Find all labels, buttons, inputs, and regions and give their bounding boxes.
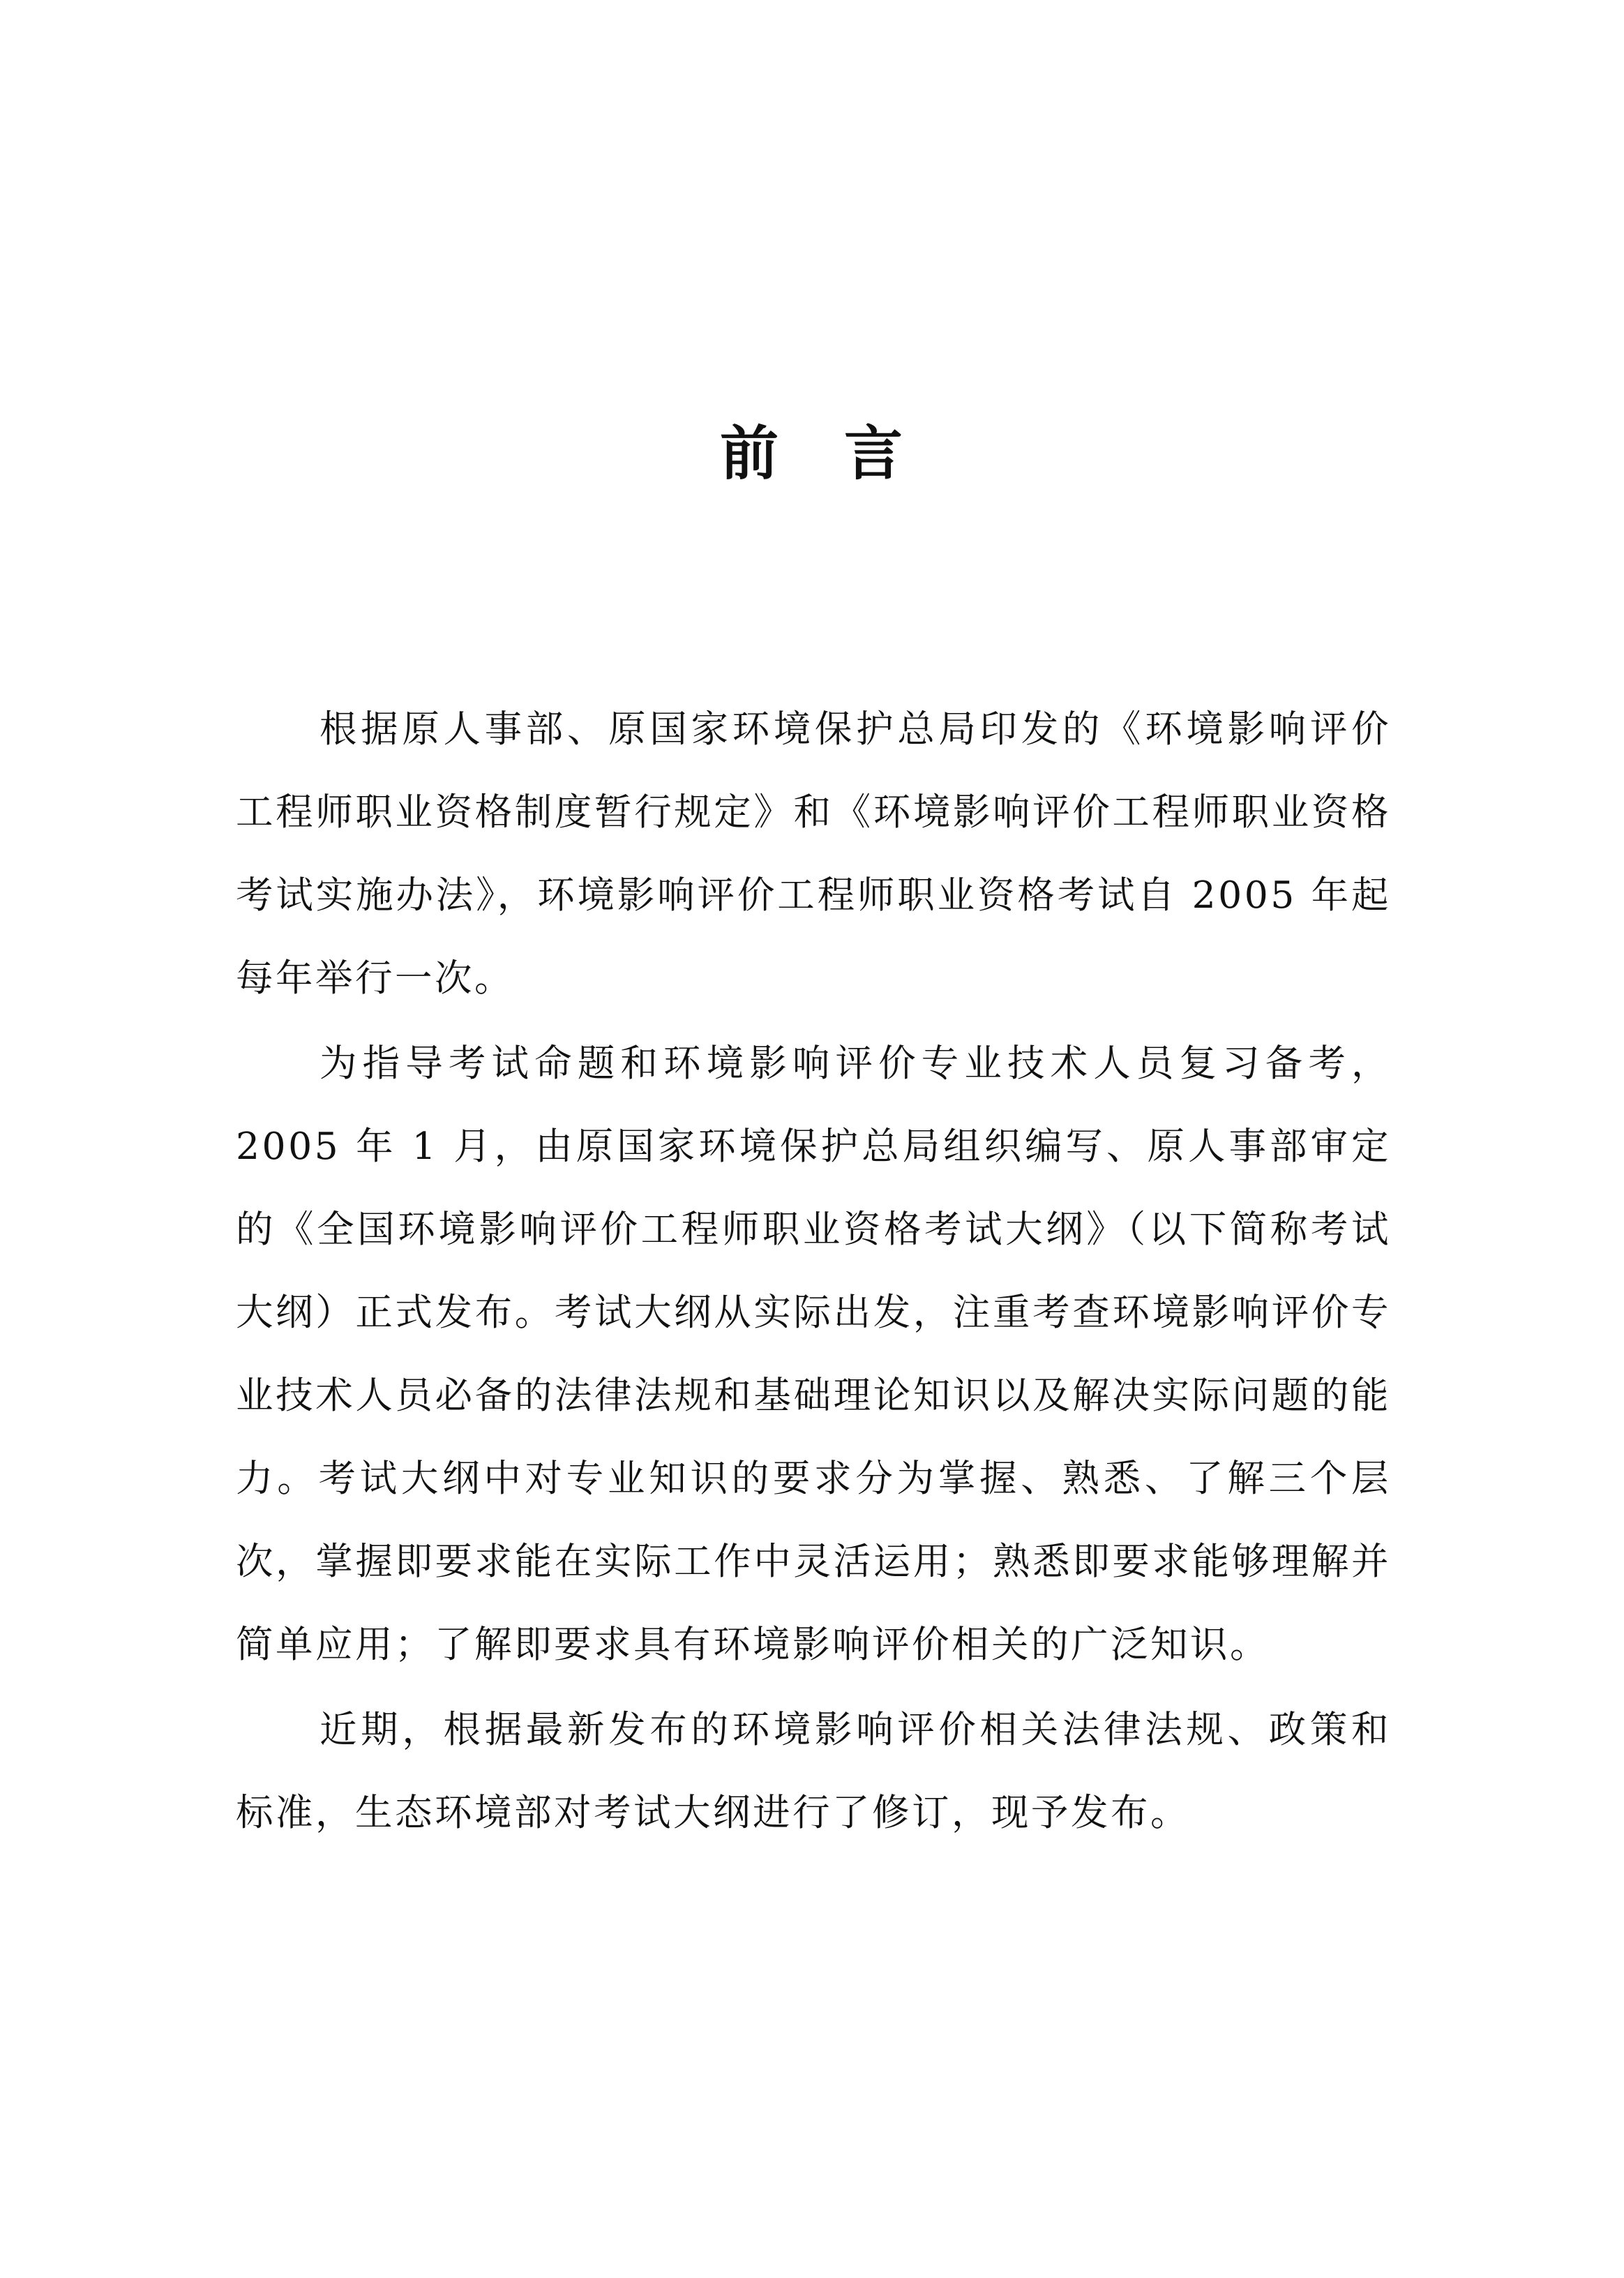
paragraph-1: 根据原人事部、原国家环境保护总局印发的《环境影响评价工程师职业资格制度暂行规定》和《环境影响评价工程师职业资格考试实施办法》，环境影响评价工程师职业资格考试自 2005 年起每年举行一次。 bbox=[236, 707, 1391, 1000]
title-char-1: 前 bbox=[719, 419, 780, 488]
body-text bbox=[236, 687, 1391, 1856]
paragraph-3: 近期，根据最新发布的环境影响评价相关法律法规、政策和标准，生态环境部对考试大纲进行了修订，现予发布。 bbox=[236, 1707, 1391, 1834]
page-title bbox=[0, 412, 1624, 495]
paragraph-2: 为指导考试命题和环境影响评价专业技术人员复习备考，2005 年 1 月，由原国家环境保护总局组织编写、原人事部审定的《全国环境影响评价工程师职业资格考试大纲》（以下简称考试大纲）正式发布。考试大纲从实际出发，注重考查环境影响评价专业技术人员必备的法律法规和基础理论知识以及解决实际问题的能力。考试大纲中对专业知识的要求分为掌握、熟悉、了解三个层次，掌握即要求能在实际工作中灵活运用；熟悉即要求能够理解并简单应用；了解即要求具有环境影响评价相关的广泛知识。 bbox=[236, 1041, 1391, 1666]
title-char-2: 言 bbox=[844, 419, 905, 488]
